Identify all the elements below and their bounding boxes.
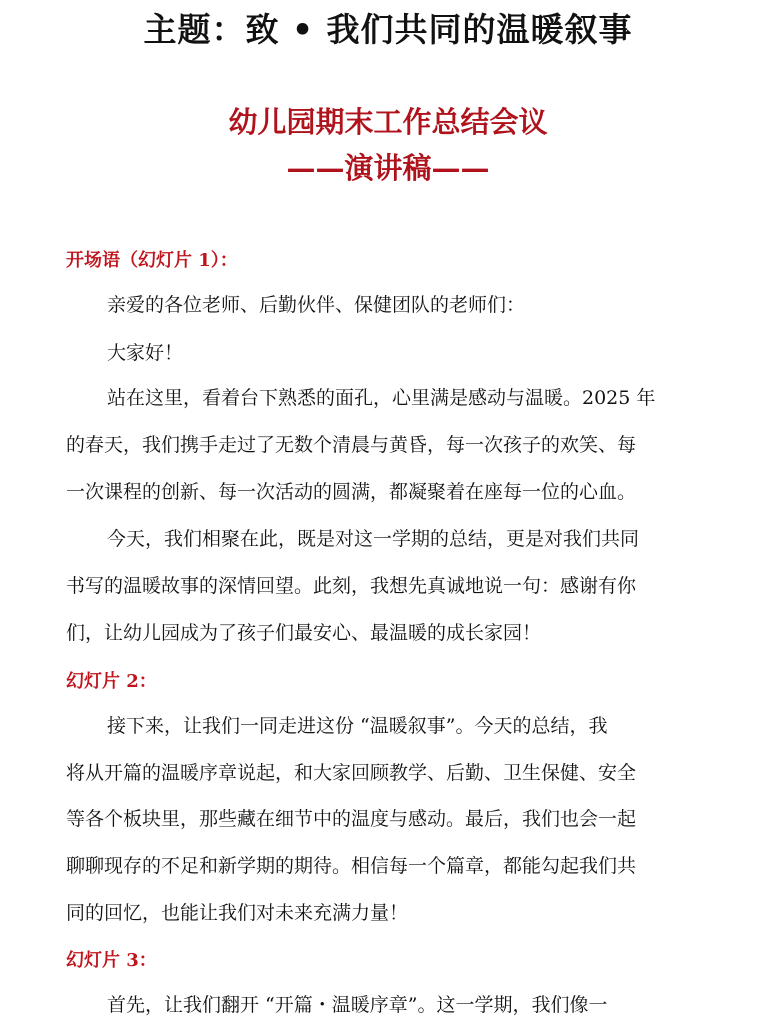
theme-title: 主题：致 • 我们共同的温暖叙事: [143, 10, 633, 49]
paragraph-line: 大家好！: [107, 342, 184, 364]
paragraph-line: 书写的温暖故事的深情回望。此刻，我想先真诚地说一句：感谢有你: [66, 575, 637, 597]
paragraph-line: 一次课程的创新、每一次活动的圆满，都凝聚着在座每一位的心血。: [66, 481, 637, 503]
paragraph-line: 聊聊现存的不足和新学期的期待。相信每一个篇章，都能勾起我们共: [66, 855, 637, 877]
paragraph-line: 首先，让我们翻开 “开篇・温暖序章”。这一学期，我们像一: [107, 994, 608, 1016]
document-subtitle: ——演讲稿——: [286, 151, 490, 185]
paragraph-line: 的春天，我们携手走过了无数个清晨与黄昏，每一次孩子的欢笑、每: [66, 434, 637, 456]
section-heading-slide3: 幻灯片 3：: [66, 950, 157, 971]
section-heading-opening: 开场语（幻灯片 1）：: [66, 250, 238, 271]
paragraph-line: 们，让幼儿园成为了孩子们最安心、最温暖的成长家园！: [66, 622, 542, 644]
paragraph-line: 等各个板块里，那些藏在细节中的温度与感动。最后，我们也会一起: [66, 808, 637, 830]
paragraph-line: 同的回忆，也能让我们对未来充满力量！: [66, 902, 409, 924]
paragraph-line: 接下来，让我们一同走进这份 “温暖叙事”。今天的总结，我: [107, 715, 608, 737]
paragraph-line: 亲爱的各位老师、后勤伙伴、保健团队的老师们：: [107, 294, 526, 316]
paragraph-line: 将从开篇的温暖序章说起，和大家回顾教学、后勤、卫生保健、安全: [66, 762, 637, 784]
document-title: 幼儿园期末工作总结会议: [228, 105, 548, 139]
section-heading-slide2: 幻灯片 2：: [66, 671, 157, 692]
paragraph-line: 今天，我们相聚在此，既是对这一学期的总结，更是对我们共同: [107, 528, 640, 550]
paragraph-line: 站在这里，看着台下熟悉的面孔，心里满是感动与温暖。2025 年: [107, 387, 656, 409]
